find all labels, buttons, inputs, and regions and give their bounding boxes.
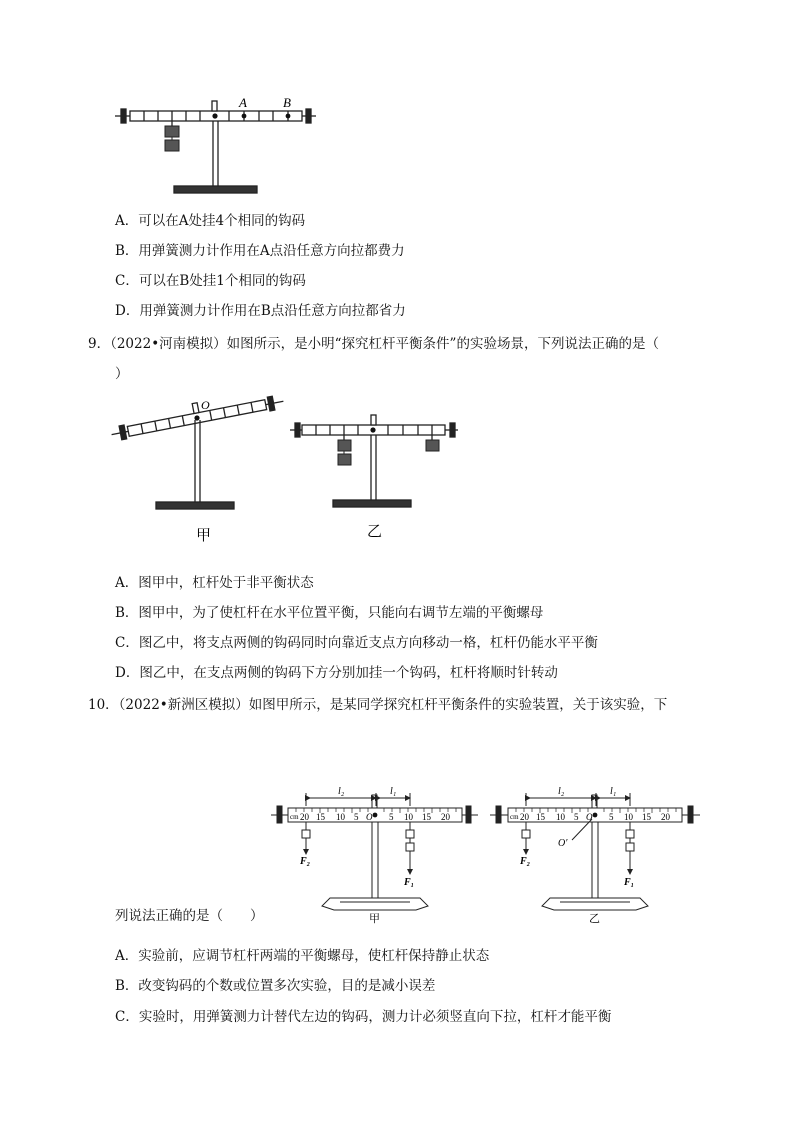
- q9-option-c: C．图乙中，将支点两侧的钩码同时向靠近支点方向移动一格，杠杆仍能水平平衡: [115, 635, 598, 651]
- q9-option-b: B．图甲中，为了使杠杆在水平位置平衡，只能向右调节左端的平衡螺母: [115, 605, 544, 621]
- q9-stem: 9．（2022•河南模拟）如图所示，是小明“探究杠杆平衡条件”的实验场景，下列说法正确的是（: [88, 336, 659, 352]
- caption-yi: 乙: [367, 524, 383, 540]
- tick-left-5-yi: 5: [574, 812, 579, 822]
- force-f2-yi: F₂: [520, 856, 531, 867]
- label-a: A: [239, 95, 247, 110]
- tick-left-20: 20: [300, 812, 309, 822]
- q10-option-c: C．实验时，用弹簧测力计替代左边的钩码，测力计必须竖直向下拉，杠杆才能平衡: [115, 1009, 612, 1025]
- label-b: B: [283, 95, 291, 110]
- q8-option-c: C．可以在B处挂1个相同的钩码: [115, 273, 306, 289]
- caption-yi-q10: 乙: [589, 913, 600, 925]
- q10-option-b: B．改变钩码的个数或位置多次实验，目的是减小误差: [115, 978, 436, 994]
- pivot-o-label: O: [201, 398, 210, 412]
- q9-stem-cont: ）: [115, 366, 129, 382]
- tick-left-10-yi: 10: [556, 812, 565, 822]
- unit-cm: cm: [290, 813, 299, 821]
- caption-jia-q10: 甲: [369, 913, 380, 925]
- label-l1-yi: l₁: [610, 786, 617, 797]
- q10-stem-cont: 列说法正确的是（ ）: [115, 908, 264, 924]
- caption-jia: 甲: [196, 528, 212, 544]
- tick-right-10-yi: 10: [624, 812, 633, 822]
- tick-right-15-yi: 15: [642, 812, 651, 822]
- force-f1: F₁: [404, 877, 415, 888]
- tick-right-5-yi: 5: [609, 812, 614, 822]
- q9-option-d: D．图乙中，在支点两侧的钩码下方分别加挂一个钩码，杠杆将顺时针转动: [115, 665, 558, 681]
- tick-right-5: 5: [389, 812, 394, 822]
- q9-option-a: A．图甲中，杠杆处于非平衡状态: [115, 575, 314, 591]
- unit-cm-yi: cm: [510, 813, 519, 821]
- tick-right-10: 10: [404, 812, 413, 822]
- tick-right-20: 20: [441, 812, 450, 822]
- force-f2: F₂: [300, 856, 311, 867]
- pivot-o: O: [366, 812, 373, 822]
- label-l2: l₂: [338, 786, 345, 797]
- tick-left-15-yi: 15: [536, 812, 545, 822]
- pivot-o-prime: O′: [558, 838, 568, 849]
- q10-option-a: A．实验前，应调节杠杆两端的平衡螺母，使杠杆保持静止状态: [115, 948, 490, 964]
- force-f1-yi: F₁: [624, 877, 635, 888]
- tick-left-20-yi: 20: [520, 812, 529, 822]
- tick-right-15: 15: [422, 812, 431, 822]
- pivot-o-yi: O: [586, 812, 593, 822]
- tick-left-10: 10: [336, 812, 345, 822]
- q8-option-d: D．用弹簧测力计作用在B点沿任意方向拉都省力: [115, 303, 406, 319]
- q10-stem: 10．（2022•新洲区模拟）如图甲所示，是某同学探究杠杆平衡条件的实验装置，关于该实验，下: [88, 697, 668, 713]
- label-l1: l₁: [390, 786, 397, 797]
- tick-left-5: 5: [354, 812, 359, 822]
- tick-left-15: 15: [316, 812, 325, 822]
- q8-option-b: B．用弹簧测力计作用在A点沿任意方向拉都费力: [115, 243, 405, 259]
- q8-option-a: A．可以在A处挂4个相同的钩码: [115, 213, 306, 229]
- label-l2-yi: l₂: [558, 786, 565, 797]
- tick-right-20-yi: 20: [661, 812, 670, 822]
